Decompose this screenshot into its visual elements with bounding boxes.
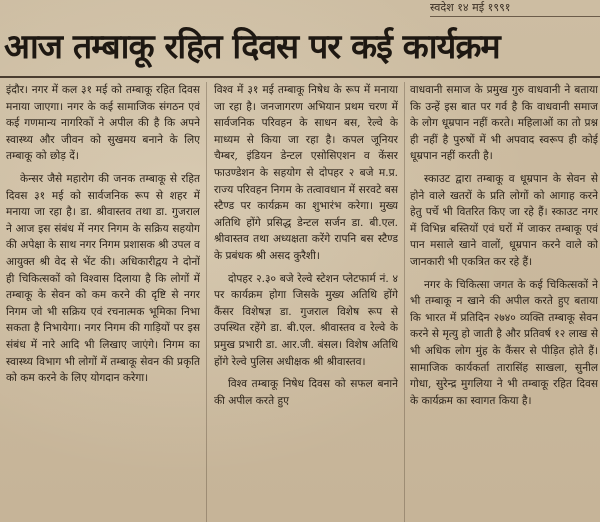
paragraph: वाधवानी समाज के प्रमुख गुरु वाधवानी ने बताया कि उन्हें इस बात पर गर्व है कि वाधवानी समाज के लोग धूम्रपान नहीं करते। महिलाओं का तो प्रश्न ही नहीं है पुरुषों में भी अपवाद स्वरूप ही कोई धूम्रपान नहीं करती है।	[410, 84, 598, 163]
column-2	[214, 82, 398, 522]
paragraph: केन्सर जैसे महारोग की जनक तम्बाकू से रहित दिवस ३१ मई को सार्वजनिक रूप से शहर में मनाया जा रहा है। डा. श्रीवास्तव तथा डा. गुजराल ने आज इस संबंध में नगर निगम के सक्रिय सहयोग की अपेक्षा के साथ नगर निगम प्रशासक श्री उपल व आयुक्त श्री वेद से भेंट की। अधिकारीद्वय ने दोनों ही चिकित्सकों को विश्वास दिलाया है कि लोगों में तम्बाकू के सेवन को कम करने की दृष्टि से नगर निगम जो भी सक्रिय एवं रचनात्मक भूमिका निभा सकता है निभायेगा। नगर निगम की गाड़ियों पर इस संबंध में नारे आदि भी लिखाए जाएंगे। निगम का स्वास्थ्य विभाग भी लोगों में तम्बाकू सेवन की प्रकृति को कम करने के लिए योगदान करेगा।	[6, 172, 200, 385]
paragraph: विश्व तम्बाकू निषेध दिवस को सफल बनाने की अपील करते हुए	[214, 378, 398, 407]
column-3	[410, 82, 598, 522]
paragraph: स्काउट द्वारा तम्बाकू व धूम्रपान के सेवन से होने वाले खतरों के प्रति लोगों को आगाह करने हेतु पर्चे भी वितरित किए जा रहे हैं। स्काउट नगर में विभिन्न बस्तियों एवं घरों में जाकर तम्बाकू एवं पान मसाले खाने वालों, धूम्रपान करने वाले को जानकारी भी एकत्रित कर रहे हैं।	[410, 172, 598, 268]
paragraph: नगर के चिकित्सा जगत के कई चिकित्सकों ने भी तम्बाकू न खाने की अपील करते हुए बताया कि भारत में प्रतिदिन २७४० व्यक्ति तम्बाकू सेवन करने से मृत्यु हो जाती है और प्रतिवर्ष १२ लाख से भी अधिक लोग मुंह के कैंसर से पीड़ित होते हैं। सामाजिक कार्यकर्ता तारासिंह साखला, सुनील गोधा, सुरेन्द्र मुगलिया ने भी तम्बाकू रहित दिवस के कार्यक्रम का स्वागत किया है।	[410, 278, 598, 407]
column-1	[6, 82, 200, 522]
dateline: स्वदेश १४ मई १९९१	[430, 0, 600, 17]
headline: आज तम्बाकू रहित दिवस पर कई कार्यक्रम	[4, 27, 500, 67]
paragraph: दोपहर २.३० बजे रेल्वे स्टेशन प्लेटफार्म नं. ४ पर कार्यक्रम होगा जिसके मुख्य अतिथि होंगे कैंसर विशेषज्ञ डा. गुजराल विशेष रूप से उपस्थित रहेंगे डा. बी.एल. श्रीवास्तव व रेल्वे के प्रमुख प्रभारी डा. आर.जी. बंसल। विशेष अतिथि होंगे रेल्वे पुलिस अधीक्षक श्री श्रीवास्तव।	[214, 272, 398, 368]
column-divider	[404, 82, 405, 522]
headline-rule	[0, 76, 600, 78]
column-divider	[206, 82, 207, 522]
paragraph: इंदौर। नगर में कल ३१ मई को तम्बाकू रहित दिवस मनाया जाएगा। नगर के कई सामाजिक संगठन एवं कई गणमान्य नागरिकों ने अपील की है कि अपने स्वास्थ्य और जीवन को सुखमय बनाने के लिए तम्बाकू को छोड़ दें।	[6, 84, 200, 163]
paragraph: विश्व में ३१ मई तम्बाकू निषेध के रूप में मनाया जा रहा है। जनजागरण अभियान प्रथम चरण में सार्वजनिक परिवहन के साधन बस, रेल्वे के माध्यम से किया जा रहा है। कपल जूनियर चैम्बर, इंडियन डेन्टल एसोसिएशन व केंसर फाउण्डेशन के सहयोग से दोपहर २ बजे म.प्र. राज्य परिवहन निगम के तत्वावधान में सरवटे बस स्टैण्ड पर कार्यक्रम का शुभारंभ करेगा। मुख्य अतिथि होंगे प्रसिद्ध डेन्टल सर्जन डा. बी.एल. श्रीवास्तव तथा अध्यक्षता करेंगे रापनि बस स्टैण्ड के प्रबंधक श्री असद कुरैशी।	[214, 84, 398, 262]
